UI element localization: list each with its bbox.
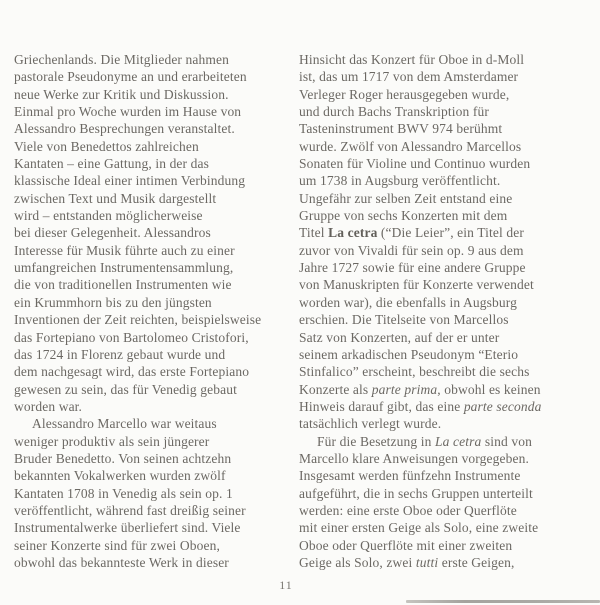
text-line: wird – entstanden möglicherweise bbox=[14, 208, 203, 224]
text-line: gewesen zu sein, das für Venedig gebaut bbox=[14, 381, 237, 397]
text-line: wurde. Zwölf von Alessandro Marcellos bbox=[299, 138, 522, 154]
text-line: dem nachgesagt wird, das erste Fortepiano bbox=[14, 364, 250, 380]
text-line: zwischen Text und Musik dargestellt bbox=[14, 190, 217, 206]
text-line: Titel La cetra (“Die Leier”, ein Titel der bbox=[299, 225, 524, 241]
text-line: ist, das um 1717 von dem Amsterdamer bbox=[299, 69, 519, 85]
text-line: Insgesamt werden fünfzehn Instrumente bbox=[299, 468, 521, 484]
text-line: um 1738 in Augsburg veröffentlicht. bbox=[299, 173, 501, 189]
text-line: mit einer ersten Geige als Solo, eine zweite bbox=[299, 520, 539, 536]
text-line: Gruppe von sechs Konzerten mit dem bbox=[299, 208, 508, 224]
text-line: bekannten Vokalwerken wurden zwölf bbox=[14, 468, 226, 484]
text-line: Geige als Solo, zwei tutti erste Geigen, bbox=[299, 554, 515, 570]
text-line: Hinsicht das Konzert für Oboe in d-Moll bbox=[299, 52, 525, 67]
text-line: werden: eine erste Oboe oder Querflöte bbox=[299, 502, 517, 518]
text-line: erschien. Die Titelseite von Marcellos bbox=[299, 312, 509, 328]
text-column-right bbox=[299, 51, 581, 571]
text-line: Instrumentalwerke überliefert sind. Viele bbox=[14, 520, 241, 536]
text-line: veröffentlicht, während fast dreißig seiner bbox=[14, 502, 246, 518]
scan-edge-artifact bbox=[406, 600, 600, 603]
text-line: Oboe oder Querflöte mit einer zweiten bbox=[299, 537, 513, 553]
text-line: neue Werke zur Kritik und Diskussion. bbox=[14, 86, 229, 102]
text-line: seiner Konzerte sind für zwei Oboen, bbox=[14, 537, 220, 553]
text-line: seinem arkadischen Pseudonym “Eterio bbox=[299, 346, 519, 362]
text-line: Alessandro Marcello war weitaus bbox=[32, 416, 217, 432]
text-line: weniger produktiv als sein jüngerer bbox=[14, 433, 210, 449]
text-line: Hinweis darauf gibt, das eine parte seconda bbox=[299, 398, 542, 414]
text-line: tatsächlich verlegt wurde. bbox=[299, 416, 442, 432]
text-line: Einmal pro Woche wurden im Hause von bbox=[14, 104, 242, 120]
text-line: das 1724 in Florenz gebaut wurde und bbox=[14, 346, 226, 362]
text-line: Viele von Benedettos zahlreichen bbox=[14, 138, 199, 154]
text-line: obwohl das bekannteste Werk in dieser bbox=[14, 554, 229, 570]
text-line: Stinfalico” erscheint, beschreibt die sechs bbox=[299, 364, 530, 380]
text-line: umfangreichen Instrumentensammlung, bbox=[14, 260, 234, 276]
text-line: Kantaten 1708 in Venedig als sein op. 1 bbox=[14, 485, 233, 501]
text-line: worden war), die ebenfalls in Augsburg bbox=[299, 294, 518, 310]
text-line: das Fortepiano von Bartolomeo Cristofori, bbox=[14, 329, 249, 345]
text-line: pastorale Pseudonyme an und erarbeiteten bbox=[14, 69, 247, 85]
text-line: zuvor von Vivaldi für sein op. 9 aus dem bbox=[299, 242, 524, 258]
text-line: Jahre 1727 sowie für eine andere Gruppe bbox=[299, 260, 526, 276]
text-line: Griechenlands. Die Mitglieder nahmen bbox=[14, 52, 230, 67]
text-line: klassische Ideal einer intimen Verbindung bbox=[14, 173, 246, 189]
text-line: Inventionen der Zeit reichten, beispielsweise bbox=[14, 312, 262, 328]
text-line: Kantaten – eine Gattung, in der das bbox=[14, 156, 210, 172]
text-line: Tasteninstrument BWV 974 berühmt bbox=[299, 121, 503, 137]
text-line: und durch Bachs Transkription für bbox=[299, 104, 489, 120]
text-line: Satz von Konzerten, auf der er unter bbox=[299, 329, 500, 345]
text-line: Verleger Roger herausgegeben wurde, bbox=[299, 86, 510, 102]
text-line: Ungefähr zur selben Zeit entstand eine bbox=[299, 190, 513, 206]
text-line: bei dieser Gelegenheit. Alessandros bbox=[14, 225, 211, 241]
text-line: die von traditionellen Instrumenten wie bbox=[14, 277, 232, 293]
text-line: Alessandro Besprechungen veranstaltet. bbox=[14, 121, 235, 137]
page-number: 11 bbox=[279, 578, 293, 592]
text-line: ein Krummhorn bis zu den jüngsten bbox=[14, 294, 212, 310]
text-line: Für die Besetzung in La cetra sind von bbox=[317, 433, 532, 449]
text-line: von Manuskripten für Konzerte verwendet bbox=[299, 277, 534, 293]
text-line: Bruder Benedetto. Von seinen achtzehn bbox=[14, 450, 232, 466]
text-line: Marcello klare Anweisungen vorgegeben. bbox=[299, 450, 529, 466]
text-line: aufgeführt, die in sechs Gruppen unterteilt bbox=[299, 485, 533, 501]
text-line: Sonaten für Violine und Continuo wurden bbox=[299, 156, 531, 172]
text-line: worden war. bbox=[14, 398, 83, 414]
text-line: Konzerte als parte prima, obwohl es keinen bbox=[299, 381, 541, 397]
text-line: Interesse für Musik führte auch zu einer bbox=[14, 242, 235, 258]
text-column-left bbox=[14, 51, 296, 571]
